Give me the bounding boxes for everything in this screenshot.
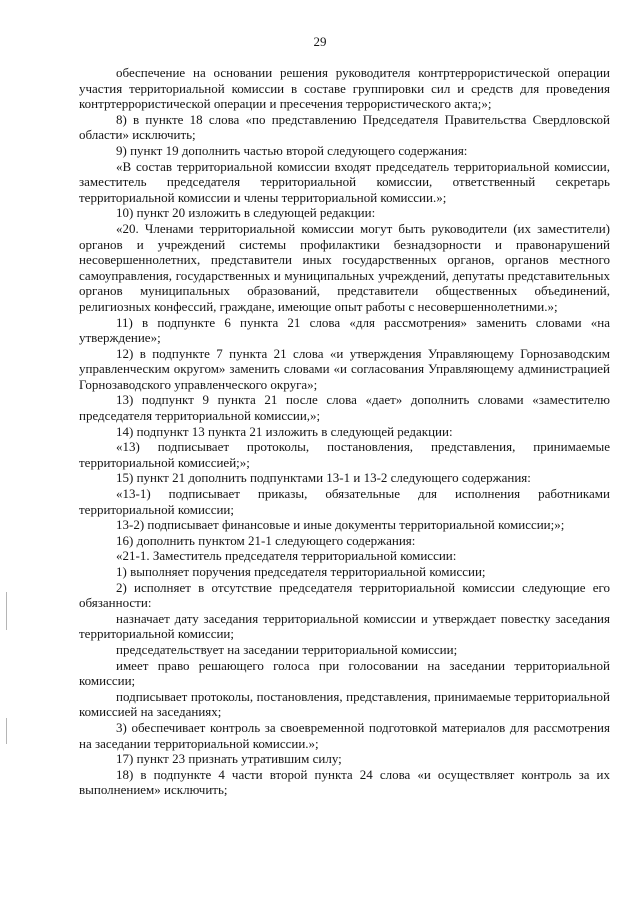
- paragraph: подписывает протоколы, постановления, представления, принимаемые территориальной комиссией на заседаниях;: [79, 688, 610, 720]
- paragraph: обеспечение на основании решения руководителя контртеррористической операции участия территориальной комиссии в составе группировки сил и средств для проведения контртеррористической операции и пресечения террористического акта;»;: [79, 65, 610, 112]
- paragraph: 9) пункт 19 дополнить частью второй следующего содержания:: [116, 142, 468, 158]
- paragraph: 18) в подпункте 4 части второй пункта 24 слова «и осуществляет контроль за их выполнением» исключить;: [79, 766, 610, 798]
- page-number: 29: [313, 34, 327, 49]
- paragraph: 2) исполняет в отсутствие председателя территориальной комиссии следующие его обязанности:: [79, 579, 610, 611]
- paragraph: 1) выполняет поручения председателя территориальной комиссии;: [116, 564, 486, 579]
- paragraph: 15) пункт 21 дополнить подпунктами 13-1 и 13-2 следующего содержания:: [116, 470, 531, 486]
- paragraph: 11) в подпункте 6 пункта 21 слова «для рассмотрения» заменить словами «на утверждение»;: [79, 314, 610, 346]
- paragraph: имеет право решающего голоса при голосовании на заседании территориальной комиссии;: [79, 657, 610, 689]
- paragraph: 17) пункт 23 признать утратившим силу;: [116, 751, 342, 767]
- paragraph: «В состав территориальной комиссии входят председатель территориальной комиссии, заместитель председателя территориальной комиссии, ответственный секретарь территориальной комиссии и члены территориальной комиссии.»;: [79, 158, 610, 205]
- document-body: [79, 65, 610, 798]
- paragraph: назначает дату заседания территориальной комиссии и утверждает повестку заседания территориальной комиссии;: [79, 610, 610, 642]
- paragraph: «21-1. Заместитель председателя территориальной комиссии:: [116, 548, 457, 564]
- scan-margin-mark: [6, 592, 7, 630]
- scan-margin-mark: [6, 718, 7, 744]
- paragraph: 10) пункт 20 изложить в следующей редакции:: [116, 205, 376, 221]
- paragraph: 13) подпункт 9 пункта 21 после слова «дает» дополнить словами «заместителю председателя территориальной комиссии,»;: [79, 392, 610, 424]
- paragraph: 14) подпункт 13 пункта 21 изложить в следующей редакции:: [116, 423, 453, 439]
- paragraph: «20. Членами территориальной комиссии могут быть руководители (их заместители) органов и учреждений системы профилактики безнадзорности и правонарушений несовершеннолетних, представители иных государственных органов, органов местного самоуправления, государственных и муниципальных учреждений, депутаты представительных органов муниципальных образований, представители общественных объединений, религиозных конфессий, граждане, имеющие опыт работы с несовершеннолетними.»;: [79, 220, 610, 314]
- paragraph: 8) в пункте 18 слова «по представлению Председателя Правительства Свердловской области» исключить;: [79, 111, 610, 143]
- paragraph: 12) в подпункте 7 пункта 21 слова «и утверждения Управляющему Горнозаводским управленческим округом» заменить словами «и согласования Управляющему администрацией Горнозаводского управленческого округа»;: [79, 345, 610, 392]
- paragraph: «13) подписывает протоколы, постановления, представления, принимаемые территориальной комиссией;»;: [79, 439, 610, 470]
- paragraph: 3) обеспечивает контроль за своевременной подготовкой материалов для рассмотрения на заседании территориальной комиссии.»;: [79, 719, 610, 751]
- paragraph: 13-2) подписывает финансовые и иные документы территориальной комиссии;»;: [116, 517, 565, 533]
- paragraph: 16) дополнить пунктом 21-1 следующего содержания:: [116, 532, 416, 548]
- paragraph: председательствует на заседании территориальной комиссии;: [116, 641, 458, 657]
- paragraph: «13-1) подписывает приказы, обязательные для исполнения работниками территориальной комиссии;: [79, 486, 610, 517]
